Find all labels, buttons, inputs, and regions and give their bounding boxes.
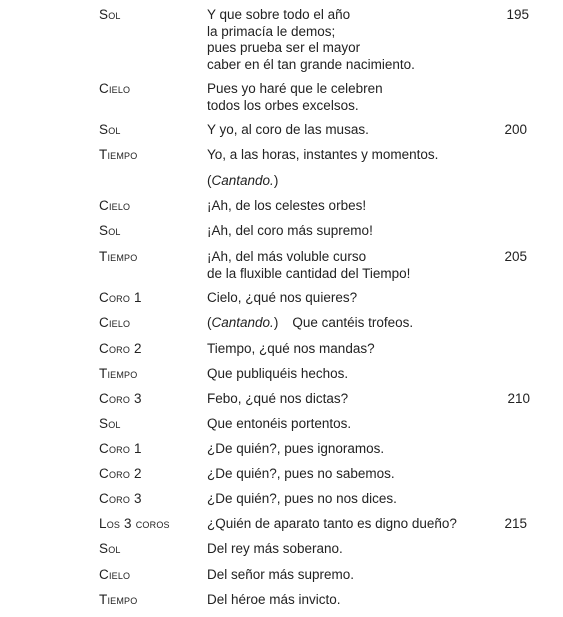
verse-lines <box>207 122 369 139</box>
verse-lines <box>207 567 354 584</box>
verse-lines <box>207 491 397 508</box>
verse-lines <box>207 249 410 282</box>
speaker-name: Cielo <box>99 315 131 330</box>
verse-line: ¿De quién?, pues ignoramos. <box>207 441 385 456</box>
verse-line: de la fluxible cantidad del Tiempo! <box>207 265 411 281</box>
stage-direction-word: Cantando. <box>211 315 274 330</box>
verse-line: Del rey más soberano. <box>207 541 343 556</box>
speaker-name: Coro 2 <box>99 341 142 356</box>
verse-line: Del señor más supremo. <box>207 567 355 582</box>
verse-line: Yo, a las horas, instantes y momentos. <box>207 147 439 162</box>
verse-line: ¿De quién?, pues no sabemos. <box>207 466 395 481</box>
speaker-name: Sol <box>99 541 121 556</box>
verse-lines <box>207 366 348 383</box>
verse-number: 200 <box>504 122 527 137</box>
verse-lines <box>207 147 438 164</box>
verse-text: Que cantéis trofeos. <box>292 315 414 330</box>
verse-lines <box>207 541 343 558</box>
verse-line: la primacía le demos; <box>207 23 336 39</box>
verse-line: pues prueba ser el mayor <box>207 40 361 55</box>
verse-lines <box>207 592 341 609</box>
verse-lines <box>207 315 413 332</box>
verse-line: Del héroe más invicto. <box>207 592 341 607</box>
verse-lines <box>207 391 348 408</box>
verse-lines <box>207 7 415 73</box>
speaker-name: Tiempo <box>99 147 138 162</box>
speaker-name: Coro 1 <box>99 290 142 305</box>
paren-open: ( <box>207 173 212 188</box>
verse-lines <box>207 516 457 533</box>
speaker-name: Sol <box>99 7 121 22</box>
verse-lines <box>207 290 357 307</box>
speaker-name: Tiempo <box>99 366 138 381</box>
verse-number: 205 <box>504 249 527 264</box>
verse-lines <box>207 466 395 483</box>
speaker-name: Coro 3 <box>99 491 142 506</box>
verse-line: ¡Ah, del coro más supremo! <box>207 223 373 238</box>
speaker-name: Sol <box>99 223 121 238</box>
speaker-name: Tiempo <box>99 592 138 607</box>
verse-line: Y que sobre todo el año <box>207 7 351 22</box>
verse-line: Pues yo haré que le celebren <box>207 81 383 96</box>
verse-line: ¿De quién?, pues no nos dices. <box>207 491 397 506</box>
verse-line: Cielo, ¿qué nos quieres? <box>207 290 358 305</box>
stage-direction <box>207 173 278 190</box>
verse-line: caber en él tan grande nacimiento. <box>207 56 415 72</box>
speaker-name: Coro 3 <box>99 391 142 406</box>
verse-lines <box>207 173 278 190</box>
verse-line: Que entonéis portentos. <box>207 416 352 431</box>
speaker-name: Los 3 coros <box>99 516 170 531</box>
verse-line: Y yo, al coro de las musas. <box>207 122 369 137</box>
speaker-name: Cielo <box>99 567 131 582</box>
verse-line: Febo, ¿qué nos dictas? <box>207 391 349 406</box>
verse-lines <box>207 341 375 358</box>
paren-open: ( <box>207 315 212 330</box>
speaker-name: Sol <box>99 122 121 137</box>
verse-lines <box>207 198 366 215</box>
verse-number: 195 <box>506 7 529 22</box>
verse-line: ¿Quién de aparato tanto es digno dueño? <box>207 516 457 531</box>
speaker-name: Tiempo <box>99 249 138 264</box>
paren-close: ) <box>273 173 279 188</box>
speaker-name: Cielo <box>99 198 131 213</box>
verse-line <box>207 315 413 332</box>
speaker-name: Coro 2 <box>99 466 142 481</box>
verse-lines <box>207 223 373 240</box>
verse-number: 210 <box>507 391 530 406</box>
verse-line: ¡Ah, del más voluble curso <box>207 249 367 264</box>
verse-lines <box>207 81 383 114</box>
verse-lines <box>207 441 384 458</box>
speaker-name: Cielo <box>99 81 131 96</box>
paren-close: ) <box>273 315 279 330</box>
verse-line: Que publiquéis hechos. <box>207 366 349 381</box>
verse-line: todos los orbes excelsos. <box>207 97 359 113</box>
verse-lines <box>207 416 351 433</box>
speaker-name: Sol <box>99 416 121 431</box>
speaker-name: Coro 1 <box>99 441 142 456</box>
verse-number: 215 <box>504 516 527 531</box>
stage-direction-word: Cantando. <box>211 173 274 188</box>
verse-line: Tiempo, ¿qué nos mandas? <box>207 341 375 356</box>
verse-line: ¡Ah, de los celestes orbes! <box>207 198 367 213</box>
